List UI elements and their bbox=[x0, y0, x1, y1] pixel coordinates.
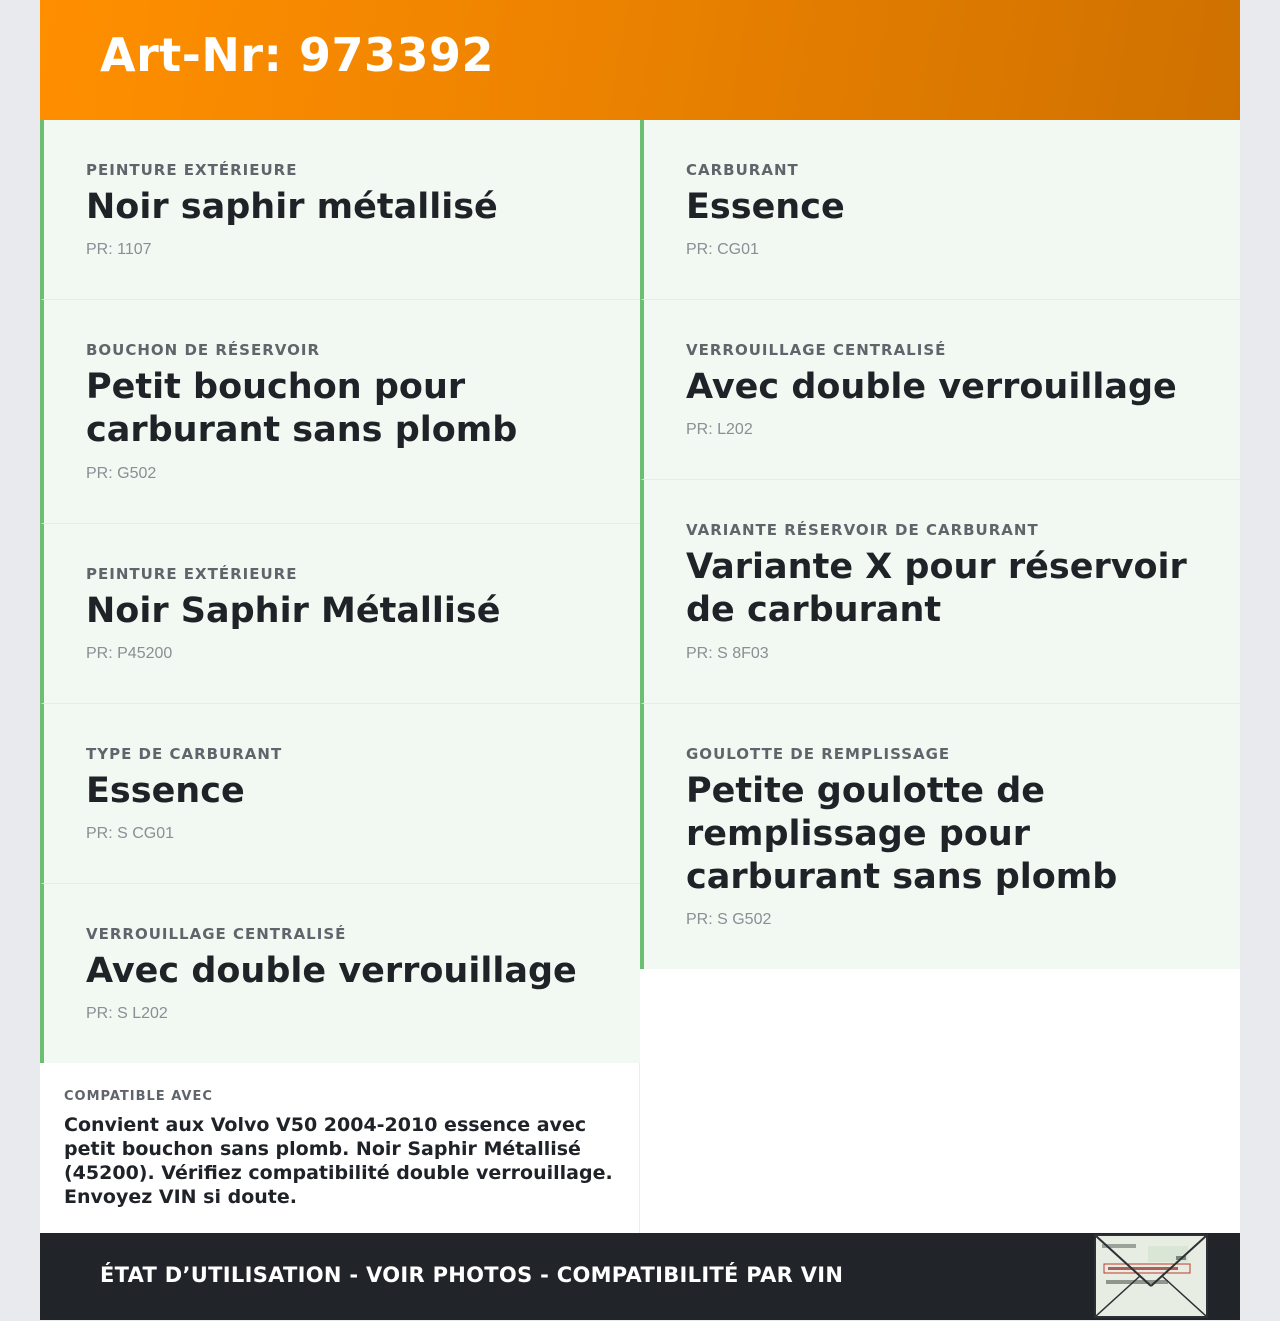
option-label: VERROUILLAGE CENTRALISÉ bbox=[86, 925, 347, 943]
option-value: Essence bbox=[86, 771, 245, 811]
option-card bbox=[40, 120, 640, 300]
option-label: BOUCHON DE RÉSERVOIR bbox=[86, 341, 320, 359]
option-label: VERROUILLAGE CENTRALISÉ bbox=[686, 341, 947, 359]
option-value: Essence bbox=[686, 187, 845, 227]
option-value: Avec double verrouillage bbox=[686, 367, 1177, 407]
option-card bbox=[640, 300, 1240, 480]
option-label: CARBURANT bbox=[686, 161, 799, 179]
option-card bbox=[640, 120, 1240, 300]
option-label: PEINTURE EXTÉRIEURE bbox=[86, 565, 298, 583]
option-label: VARIANTE RÉSERVOIR DE CARBURANT bbox=[686, 521, 1039, 539]
option-code: PR: S 8F03 bbox=[686, 645, 769, 662]
option-card bbox=[40, 704, 640, 884]
option-card bbox=[640, 480, 1240, 704]
option-code: PR: L202 bbox=[686, 421, 753, 438]
option-code: PR: P45200 bbox=[86, 645, 173, 662]
footer-note: ÉTAT D’UTILISATION - VOIR PHOTOS - COMPATIBILITÉ PAR VIN bbox=[100, 1263, 844, 1287]
option-value: Petit bouchon pour carburant sans plomb bbox=[86, 367, 518, 450]
option-label: PEINTURE EXTÉRIEURE bbox=[86, 161, 298, 179]
product-sheet bbox=[40, 0, 1240, 1320]
option-card bbox=[40, 884, 640, 1064]
compatibility-text: Convient aux Volvo V50 2004-2010 essence avec petit bouchon sans plomb. Noir Saphir Métallisé (45200). Vérifiez compatibilité double verrouillage. Envoyez VIN si doute. bbox=[64, 1114, 613, 1208]
document-stamp-icon bbox=[1094, 1234, 1208, 1318]
option-label: TYPE DE CARBURANT bbox=[86, 745, 283, 763]
compatibility-label: COMPATIBLE AVEC bbox=[64, 1089, 213, 1104]
option-value: Variante X pour réservoir de carburant bbox=[686, 547, 1187, 630]
option-value: Avec double verrouillage bbox=[86, 951, 577, 991]
option-card bbox=[640, 704, 1240, 969]
article-number-title: Art-Nr: 973392 bbox=[100, 28, 495, 82]
option-value: Noir Saphir Métallisé bbox=[86, 591, 501, 631]
compatibility-section bbox=[40, 1063, 640, 1233]
option-value: Petite goulotte de remplissage pour carburant sans plomb bbox=[686, 771, 1118, 897]
option-code: PR: S CG01 bbox=[86, 825, 175, 842]
footer-bar bbox=[40, 1233, 1240, 1320]
option-code: PR: 1107 bbox=[86, 241, 152, 258]
option-code: PR: S G502 bbox=[686, 911, 772, 928]
option-card bbox=[40, 524, 640, 704]
option-label: GOULOTTE DE REMPLISSAGE bbox=[686, 745, 951, 763]
option-code: PR: CG01 bbox=[686, 241, 759, 258]
option-value: Noir saphir métallisé bbox=[86, 187, 498, 227]
header-bar bbox=[40, 0, 1240, 120]
option-card bbox=[40, 300, 640, 524]
option-code: PR: G502 bbox=[86, 465, 157, 482]
option-code: PR: S L202 bbox=[86, 1005, 168, 1022]
